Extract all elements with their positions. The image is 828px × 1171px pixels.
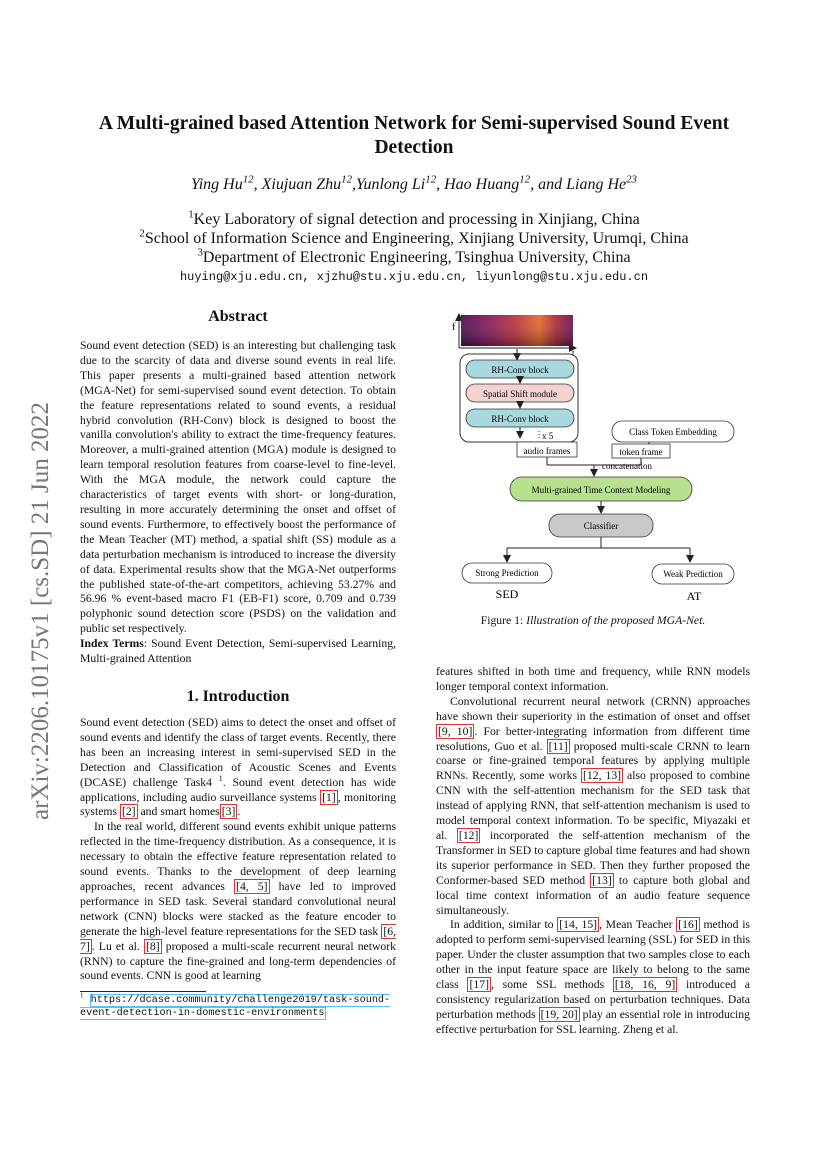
footnote	[80, 994, 396, 1020]
spatial-shift-label: Spatial Shift module	[483, 389, 557, 399]
index-terms-text: : Sound Event Detection, Semi-supervised Learning, Multi-grained Attention	[80, 637, 397, 666]
citation-link[interactable]: [11]	[548, 739, 568, 753]
index-terms	[80, 637, 396, 667]
footnote-rule	[80, 991, 206, 992]
text-run: In addition, similar to	[450, 918, 558, 932]
text-run: to capture both global and local time context information of an audio feature sequence simultaneously.	[436, 873, 750, 917]
text-run: method is adopted to perform semi-supervised learning (SSL) for SED in this paper. Under the cluster assumption that two samples close to each other in the input feature space are likely to belong to the same class	[436, 918, 750, 992]
text-run: .	[237, 805, 241, 819]
strong-prediction-label: Strong Prediction	[475, 568, 539, 578]
abstract-section	[80, 308, 396, 667]
audio-frames-label: audio frames	[523, 446, 571, 456]
affiliation-sup: 3	[197, 246, 203, 259]
text-run: . Sound event detection has wide applications, including audio surveillance systems	[80, 775, 396, 804]
citation-link[interactable]: [1]	[322, 790, 336, 804]
author-affil-sup: 23	[626, 173, 637, 186]
citation-link[interactable]: [12]	[458, 828, 479, 842]
affiliation-text: Department of Electronic Engineering, Tsinghua University, China	[202, 249, 631, 266]
citation-link[interactable]: [12, 13]	[583, 769, 622, 783]
text-run: Sound event detection (SED) aims to detect the onset and offset of sound events and identify the class of target events. Recently, there has been an increasing interest in semi-supervised SED in the Detection and Classification of Acoustic Scenes and Events (DCASE) challenge Task4	[80, 716, 396, 789]
affiliation-sup: 2	[139, 227, 145, 240]
introduction-section	[80, 688, 396, 984]
figure-caption-label: Figure 1:	[480, 614, 527, 627]
citation-link[interactable]: [6, 7]	[80, 924, 396, 953]
author-name: Ying Hu	[191, 176, 243, 193]
figure-caption	[436, 614, 750, 627]
weak-prediction-label: Weak Prediction	[663, 569, 723, 579]
citation-link[interactable]: [17]	[469, 978, 489, 992]
text-run: , some SSL methods	[490, 978, 613, 992]
body-paragraph	[436, 695, 750, 919]
citation-link[interactable]: [8]	[145, 939, 160, 953]
text-run: proposed multi-scale CRNN to learn coarse or fine-grained temporal features by applying multiple RNNs. Recently, some works	[436, 739, 750, 783]
citation-link[interactable]: [13]	[592, 873, 612, 887]
citation-link[interactable]: [16]	[678, 918, 698, 932]
citation-link[interactable]: [14, 15]	[559, 918, 598, 932]
text-run: have led to improved performance in SED task. Several standard convolutional neural network (CNN) blocks were stacked as the feature encoder to generate the high-level feature representations for the SED task	[80, 879, 396, 938]
text-run: proposed a multi-scale recurrent neural network (RNN) to capture the fine-grained and long-term dependencies of sound events. CNN is good at learning	[80, 939, 396, 983]
token-frame-label: token frame	[619, 447, 663, 457]
affiliation	[80, 248, 748, 267]
citation-link[interactable]: [9, 10]	[438, 724, 473, 738]
text-run: . For better-integrating information from different time resolutions, Guo et al.	[436, 724, 750, 753]
author-name: , Xiujuan Zhu	[253, 176, 342, 193]
index-terms-label: Index Terms	[80, 637, 144, 651]
affiliation-text: School of Information Science and Engineering, Xinjiang University, Urumqi, China	[144, 230, 689, 247]
rh-conv-block-1-label: RH-Conv block	[491, 365, 549, 375]
author-name: ,Yunlong Li	[352, 176, 426, 193]
citation-link[interactable]: [4, 5]	[236, 879, 268, 893]
class-token-embedding-label: Class Token Embedding	[629, 427, 717, 437]
classifier-label: Classifier	[583, 521, 619, 531]
text-run: , Mean Teacher	[599, 918, 677, 932]
text-run: . Lu et al.	[91, 939, 144, 953]
author-affil-sup: 12	[519, 173, 531, 186]
citation-link[interactable]: [3]	[221, 805, 236, 819]
affiliation-text: Key Laboratory of signal detection and processing in Xinjiang, China	[193, 211, 640, 228]
mgtcm-label: Multi-grained Time Context Modeling	[531, 485, 671, 495]
sed-label: SED	[495, 587, 519, 601]
footnote-mark: 1	[80, 992, 84, 1000]
author-affil-sup: 12	[242, 173, 254, 186]
intro-paragraph	[80, 716, 396, 820]
frequency-axis-label: f	[452, 322, 456, 333]
repeat-count: x 5	[542, 431, 554, 441]
text-run: and smart homes	[137, 805, 220, 819]
author-name: , Hao Huang	[436, 176, 520, 193]
author-affil-sup: 12	[425, 173, 437, 186]
text-run: Convolutional recurrent neural network (CRNN) approaches have shown their superiority in the estimation of onset and offset	[436, 694, 750, 723]
text-run: play an essential role in introducing effective perturbation for SSL learning. Zheng et al.	[436, 1007, 750, 1036]
arxiv-stamp	[24, 370, 54, 820]
author-affil-sup: 12	[341, 173, 353, 186]
footnote-ref[interactable]: 1	[218, 773, 223, 783]
text-run: In the real world, different sound events exhibit unique patterns reflected in the time-frequency distribution. As a consequence, it is necessary to obtain the effective feature representation related to sound events. Thanks to the development of deep learning approaches, recent advances	[80, 820, 396, 893]
citation-link[interactable]: [18, 16, 9]	[614, 978, 676, 992]
figure-caption-text: Illustration of the proposed MGA-Net.	[526, 614, 706, 627]
affiliation	[80, 210, 748, 229]
footnote-url-link[interactable]: https://dcase.community/challenge2019/task-sound-event-detection-in-domestic-environments	[80, 995, 391, 1019]
figure-1-diagram	[452, 310, 750, 610]
introduction-heading: 1. Introduction	[186, 688, 290, 705]
concatenation-label: concatenation	[602, 461, 652, 471]
text-run: , monitoring systems	[80, 790, 396, 819]
time-axis-label: t	[572, 348, 575, 358]
paper-title: A Multi-grained based Attention Network for Semi-supervised Sound Event Detection	[98, 113, 730, 158]
spectrogram-shading	[461, 315, 573, 346]
text-run: also proposed to combine CNN with the self-attention mechanism for the SED task that instead of applying RNN, that self-attention mechanism is used to model temporal context information. To be specific, Miyazaki et al.	[436, 769, 750, 842]
text-run: introduced a consistency regularization based on perturbation techniques. Data perturbation methods	[436, 978, 750, 1021]
body-paragraph	[436, 918, 750, 1037]
text-run: incorporated the self-attention mechanism of the Transformer in SED to capture global time features and had shown its superior performance in SED. Then they further proposed the Conformer-based SED method	[436, 828, 750, 887]
affiliation	[80, 229, 748, 248]
citation-link[interactable]: [19, 20]	[540, 1007, 578, 1021]
body-paragraph: features shifted in both time and frequency, while RNN models longer temporal context information.	[436, 665, 750, 693]
right-column-text	[436, 665, 750, 1038]
affiliation-sup: 1	[188, 208, 194, 221]
author-emails: huying@xju.edu.cn, xjzhu@stu.xju.edu.cn, liyunlong@stu.xju.edu.cn	[179, 270, 649, 284]
rh-conv-block-2-label: RH-Conv block	[491, 414, 549, 424]
abstract-heading: Abstract	[208, 308, 268, 325]
at-label: AT	[686, 589, 702, 603]
abstract-text: Sound event detection (SED) is an interesting but challenging task due to the scarcity of data and diverse sound events in real life. This paper presents a multi-grained based attention network (MGA-Net) for semi-supervised sound event detection. To obtain the feature representations related to sound events, a residual hybrid convolution (RH-Conv) block is designed to boost the vanilla convolution's ability to extract the time-frequency features. Moreover, a multi-grained attention (MGA) module is designed to learn temporal resolution features from coarse-level to fine-level. With the MGA module, the network could capture the characteristics of target events with short- or long-duration, resulting in more accurately determining the onset and offset of sound events. Furthermore, to effectively boost the performance of the Mean Teacher (MT) method, a spatial shift (SS) module as a data perturbation mechanism is introduced to increase the diversity of data. Experimental results show that the MGA-Net outperforms the published state-of-the-art competitors, achieving 53.27% and 56.96 % event-based macro F1 (EB-F1) score, 0.709 and 0.739 polyphonic sound detection score (PSDS) on the validation and public set respectively.	[80, 339, 396, 636]
citation-link[interactable]: [2]	[121, 805, 136, 819]
arxiv-stamp-text: arXiv:2206.10175v1 [cs.SD] 21 Jun 2022	[27, 401, 54, 820]
author-name: , and Liang He	[530, 176, 627, 193]
intro-paragraph	[80, 820, 396, 984]
author-list	[80, 173, 748, 194]
